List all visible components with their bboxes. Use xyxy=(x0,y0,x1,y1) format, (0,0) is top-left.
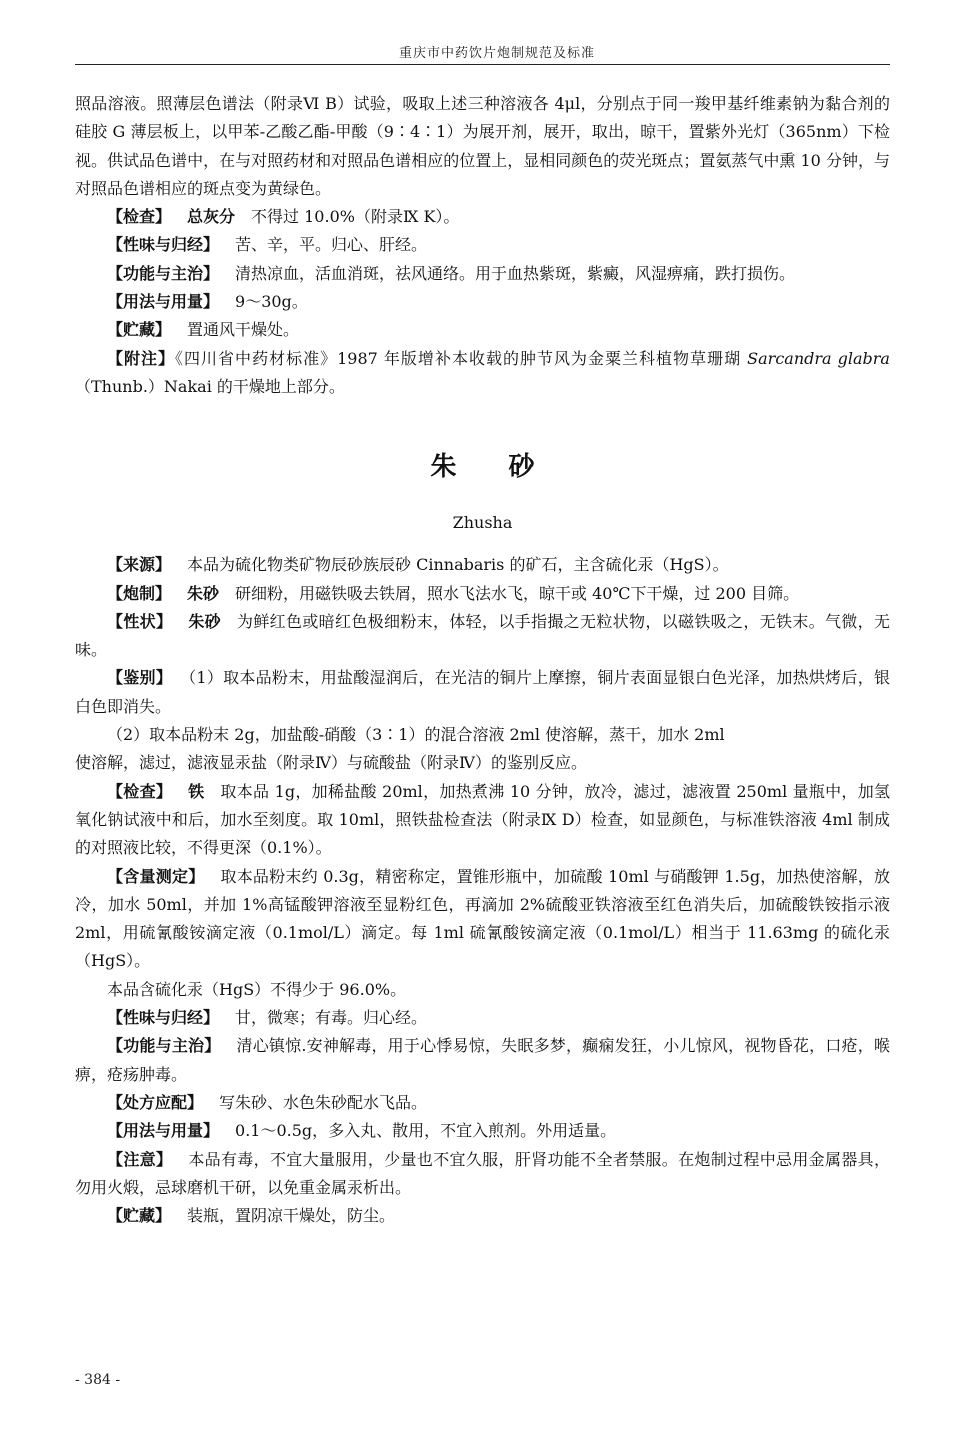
identification-text-1: （1）取本品粉末，用盐酸湿润后，在光洁的铜片上摩擦，铜片表面显银白色光泽，加热烘烤后，银白色即消失。 xyxy=(75,668,890,716)
description-label: 【性状】 xyxy=(107,611,173,631)
function-label: 【功能与主治】 xyxy=(107,1036,221,1056)
prev-storage-paragraph xyxy=(75,316,890,344)
nature-paragraph xyxy=(75,1004,890,1032)
prev-storage-label: 【贮藏】 xyxy=(107,320,172,340)
check-paragraph xyxy=(75,778,890,863)
nature-text: 甘，微寒；有毒。归心经。 xyxy=(235,1008,428,1028)
prev-storage-text: 置通风干燥处。 xyxy=(187,320,300,340)
prev-nature-text: 苦、辛，平。归心、肝经。 xyxy=(235,235,428,255)
prev-check-paragraph xyxy=(75,203,890,231)
prev-note-text-b: （Thunb.）Nakai 的干燥地上部分。 xyxy=(75,376,345,396)
prev-check-text: 不得过 10.0%（附录Ⅸ K）。 xyxy=(251,207,460,227)
entry-title xyxy=(75,447,890,487)
storage-text: 装瓶，置阴凉干燥处，防尘。 xyxy=(187,1206,396,1226)
check-sub: 铁 xyxy=(188,781,205,801)
prev-note-text-a: 《四川省中药材标准》1987 年版增补本收载的肿节风为金粟兰科植物草珊瑚 xyxy=(175,348,748,368)
identification-label: 【鉴别】 xyxy=(107,668,173,688)
prev-function-text: 清热凉血，活血消斑，祛风通络。用于血热紫斑，紫癜，风湿痹痛，跌打损伤。 xyxy=(235,263,796,283)
entry-pinyin: Zhusha xyxy=(452,513,513,533)
processing-sub: 朱砂 xyxy=(187,583,220,603)
prev-usage-text: 9～30g。 xyxy=(235,292,308,312)
running-title: 重庆市中药饮片炮制规范及标准 xyxy=(398,46,595,61)
running-header xyxy=(75,38,890,65)
prev-function-label: 【功能与主治】 xyxy=(107,263,220,283)
storage-paragraph xyxy=(75,1202,890,1230)
description-text: 为鲜红色或暗红色极细粉末，体轻，以手指撮之无粒状物，以磁铁吸之，无铁末。气微，无味。 xyxy=(75,611,890,660)
prev-function-paragraph xyxy=(75,260,890,288)
storage-label: 【贮藏】 xyxy=(107,1206,172,1226)
caution-paragraph xyxy=(75,1146,890,1203)
check-label: 【检查】 xyxy=(107,781,173,801)
prev-check-label: 【检查】 xyxy=(107,207,172,227)
prev-nature-paragraph xyxy=(75,231,890,259)
assay-content-paragraph: 本品含硫化汞（HgS）不得少于 96.0%。 xyxy=(107,979,407,999)
assay-label: 【含量测定】 xyxy=(107,866,205,886)
identification-paragraph-1 xyxy=(75,664,890,721)
check-text: 取本品 1g，加稀盐酸 20ml，加热煮沸 10 分钟，放冷，滤过，滤液置 250ml 量瓶中，加氢氧化钠试液中和后，加水至刻度。取 10ml，照铁盐检查法（附录Ⅸ D）检查，如显颜色，与标准铁溶液 4ml 制成的对照液比较，不得更深（0.1%）。 xyxy=(75,781,890,858)
assay-paragraph xyxy=(75,863,890,976)
processing-label: 【炮制】 xyxy=(107,583,172,603)
identification-paragraph-2a: （2）取本品粉末 2g，加盐酸-硝酸（3∶1）的混合溶液 2ml 使溶解，蒸干，加水 2ml xyxy=(107,725,725,745)
prescription-label: 【处方应配】 xyxy=(107,1092,204,1112)
prev-usage-paragraph xyxy=(75,288,890,316)
assay-text: 取本品粉末约 0.3g，精密称定，置锥形瓶中，加硫酸 10ml 与硝酸钾 1.5g，加热使溶解，放冷，加水 50ml，并加 1%高锰酸钾溶液至显粉红色，再滴加 2%硫酸亚铁溶液至红色消失后，加硫酸铁铵指示液 2ml，用硫氰酸铵滴定液（0.1mol/L）滴定。每 1ml 硫氰酸铵滴定液（0.1mol/L）相当于 11.63mg 的硫化汞（HgS）。 xyxy=(75,866,890,971)
prescription-text: 写朱砂、水色朱砂配水飞品。 xyxy=(219,1092,428,1112)
function-paragraph xyxy=(75,1032,890,1089)
entry-title-char-2: 砂 xyxy=(508,452,535,483)
prev-check-sub: 总灰分 xyxy=(187,207,236,227)
source-text: 本品为硫化物类矿物辰砂族辰砂 Cinnabaris 的矿石，主含硫化汞（HgS）。 xyxy=(187,555,729,575)
description-paragraph xyxy=(75,608,890,665)
nature-label: 【性味与归经】 xyxy=(107,1008,220,1028)
prev-note-label: 【附注】 xyxy=(107,348,176,368)
page-body xyxy=(75,90,890,1230)
prev-nature-label: 【性味与归经】 xyxy=(107,235,220,255)
caution-text: 本品有毒，不宜大量服用，少量也不宜久服，肝肾功能不全者禁服。在炮制过程中忌用金属器具，勿用火煅，忌球磨机干研，以免重金属汞析出。 xyxy=(75,1149,890,1197)
function-text: 清心镇惊.安神解毒，用于心悸易惊，失眠多梦，癫痫发狂，小儿惊风，视物昏花，口疮，喉痹，疮疡肿毒。 xyxy=(75,1036,890,1084)
processing-text: 研细粉，用磁铁吸去铁屑，照水飞法水飞，晾干或 40℃下干燥，过 200 目筛。 xyxy=(235,583,800,603)
processing-paragraph xyxy=(75,580,890,608)
page-number: - 384 - xyxy=(75,1372,121,1388)
source-paragraph xyxy=(75,551,890,579)
entry-title-char-1: 朱 xyxy=(430,452,457,483)
usage-paragraph xyxy=(75,1117,890,1145)
prev-usage-label: 【用法与用量】 xyxy=(107,292,220,312)
prev-note-paragraph xyxy=(75,345,890,402)
prescription-paragraph xyxy=(75,1089,890,1117)
prev-identification-continuation: 照品溶液。照薄层色谱法（附录Ⅵ B）试验，吸取上述三种溶液各 4μl，分别点于同一羧甲基纤维素钠为黏合剂的硅胶 G 薄层板上，以甲苯-乙酸乙酯-甲酸（9∶4∶1）为展开剂，展开，取出，晾干，置紫外光灯（365nm）下检视。供试品色谱中，在与对照药材和对照品色谱相应的位置上，显相同颜色的荧光斑点；置氨蒸气中熏 10 分钟，与对照品色谱相应的斑点变为黄绿色。 xyxy=(75,94,890,198)
usage-text: 0.1～0.5g，多入丸、散用，不宜入煎剂。外用适量。 xyxy=(235,1121,617,1141)
description-sub: 朱砂 xyxy=(188,611,222,631)
identification-paragraph-2b: 使溶解，滤过，滤液显汞盐（附录Ⅳ）与硫酸盐（附录Ⅳ）的鉴别反应。 xyxy=(75,753,587,773)
usage-label: 【用法与用量】 xyxy=(107,1121,220,1141)
caution-label: 【注意】 xyxy=(107,1149,173,1169)
prev-note-latin-name: Sarcandra glabra xyxy=(747,348,890,368)
source-label: 【来源】 xyxy=(107,555,172,575)
